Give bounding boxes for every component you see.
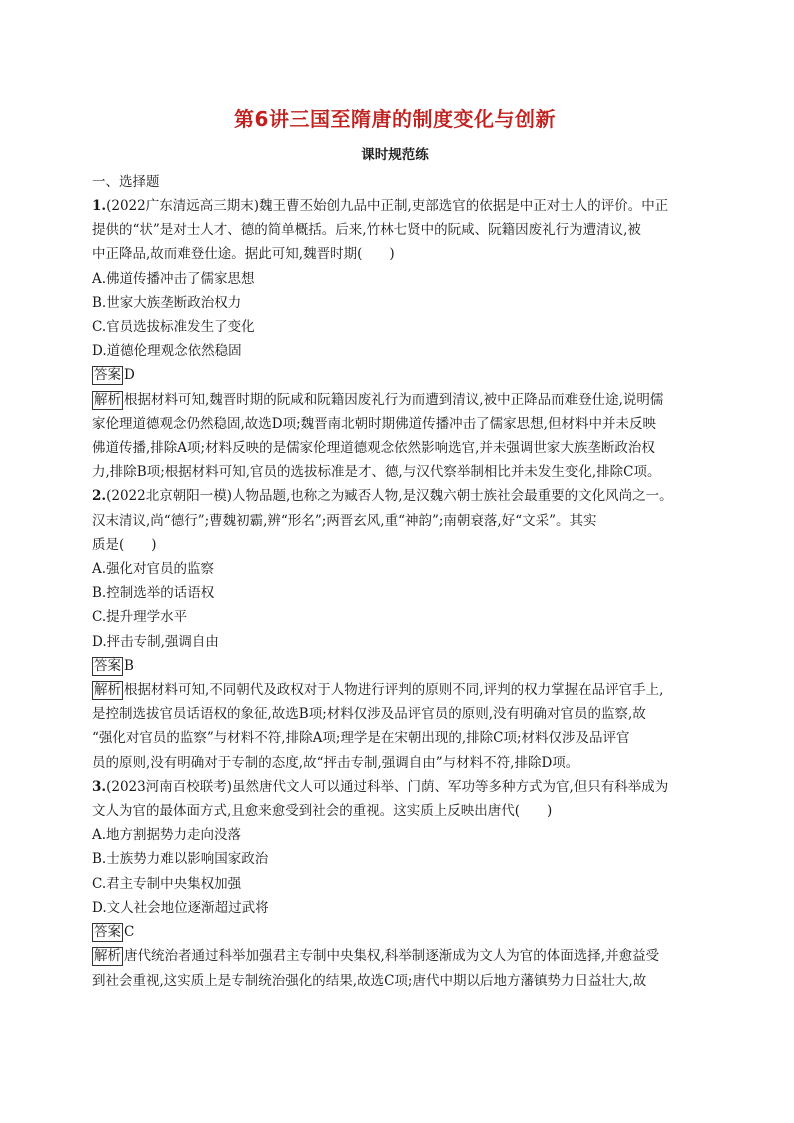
answer-value: D — [124, 367, 135, 384]
analysis-line: 解析 唐代统治者通过科举加强君主专制中央集权,科举制逐渐成为文人为官的体面选择,并愈益受 — [94, 948, 660, 965]
option-c: C.君主专制中央集权加强 — [92, 875, 242, 892]
question-stem-line: 质是( ) — [92, 536, 157, 553]
analysis-line: 是控制选拔官员话语权的象征,故选B项;材料仅涉及品评官员的原则,没有明确对官员的监察,故 — [92, 706, 646, 723]
option-d: D.抨击专制,强调自由 — [92, 633, 219, 650]
answer-value: B — [124, 657, 134, 674]
question-1 — [92, 194, 698, 484]
question-stem-line: 汉末清议,尚“德行”;曹魏初霸,辨“形名”;两晋玄风,重“神韵”;南朝衰落,好“文采”。其实 — [92, 512, 597, 529]
option-b: B.世家大族垄断政治权力 — [92, 294, 242, 311]
analysis-tag: 解析 — [94, 948, 121, 965]
answer-tag: 答案 — [94, 367, 121, 384]
analysis-line: 员的原则,没有明确对于专制的态度,故“抨击专制,强调自由”与材料不符,排除D项。 — [92, 754, 580, 771]
analysis-tag: 解析 — [94, 682, 121, 699]
analysis-line: 家伦理道德观念仍然稳固,故选D项;魏晋南北朝时期佛道传播冲击了儒家思想,但材料中并未反映 — [92, 415, 656, 432]
answer-line — [92, 920, 698, 944]
question-stem-line: 提供的“状”是对士人才、德的简单概括。后来,竹林七贤中的阮咸、阮籍因废礼行为遭清议,被 — [92, 222, 641, 239]
analysis-line: 到社会重视,这实质上是专制统治强化的结果,故选C项;唐代中期以后地方藩镇势力日益壮大,故 — [92, 972, 647, 989]
analysis-line: 解析 根据材料可知,不同朝代及政权对于人物进行评判的原则不同,评判的权力掌握在品评官手上, — [94, 682, 664, 699]
answer-value: C — [124, 924, 135, 941]
question-number: 2. — [92, 488, 107, 505]
question-2 — [92, 484, 698, 774]
answer-line — [92, 654, 698, 678]
answer-tag: 答案 — [94, 657, 121, 674]
page-subtitle: 课时规范练 — [361, 147, 429, 163]
answer-line — [92, 363, 698, 387]
analysis-line: 力,排除B项;根据材料可知,官员的选拔标准是才、德,与汉代察举制相比并未发生变化,排除C项。 — [92, 464, 661, 481]
question-number: 3. — [92, 778, 107, 795]
option-b: B.控制选举的话语权 — [92, 585, 215, 602]
option-c: C.官员选拔标准发生了变化 — [92, 319, 255, 336]
answer-tag: 答案 — [94, 924, 121, 941]
option-a: A.地方割据势力走向没落 — [92, 827, 242, 844]
option-a: A.佛道传播冲击了儒家思想 — [92, 270, 255, 287]
option-a: A.强化对官员的监察 — [92, 561, 215, 578]
option-d: D.文人社会地位逐渐超过武将 — [92, 899, 269, 916]
question-stem-line: 文人为官的最体面方式,且愈来愈受到社会的重视。这实质上反映出唐代( ) — [92, 803, 553, 820]
option-b: B.士族势力难以影响国家政治 — [92, 851, 269, 868]
question-3 — [92, 775, 698, 993]
analysis-line: 佛道传播,排除A项;材料反映的是儒家伦理道德观念依然影响选官,并未强调世家大族垄断政治权 — [92, 440, 655, 457]
question-stem-line: 3.(2023河南百校联考)虽然唐代文人可以通过科举、门荫、军功等多种方式为官,但只有科举成为 — [92, 778, 669, 795]
question-number: 1. — [92, 198, 107, 214]
question-stem-line: 2.(2022北京朝阳一模)人物品题,也称之为臧否人物,是汉魏六朝士族社会最重要的文化风尚之一。 — [92, 488, 673, 505]
question-stem-line: 1.(2022广东清远高三期末)魏王曹丕始创九品中正制,吏部选官的依据是中正对士人的评价。中正 — [92, 198, 669, 214]
page-title: 第6讲三国至隋唐的制度变化与创新 — [234, 107, 556, 131]
analysis-line: 解析 根据材料可知,魏晋时期的阮咸和阮籍因废礼行为而遭到清议,被中正降品而难登仕途,说明儒 — [94, 391, 664, 408]
analysis-line: “强化对官员的监察”与材料不符,排除A项;理学是在宋朝出现的,排除C项;材料仅涉及品评官 — [92, 730, 630, 747]
section-title: 一、选择题 — [92, 174, 160, 190]
option-d: D.道德伦理观念依然稳固 — [92, 343, 242, 360]
document-page — [92, 104, 698, 993]
option-c: C.提升理学水平 — [92, 609, 188, 626]
analysis-tag: 解析 — [94, 391, 121, 408]
question-stem-line: 中正降品,故而难登仕途。据此可知,魏晋时期( ) — [92, 246, 395, 263]
